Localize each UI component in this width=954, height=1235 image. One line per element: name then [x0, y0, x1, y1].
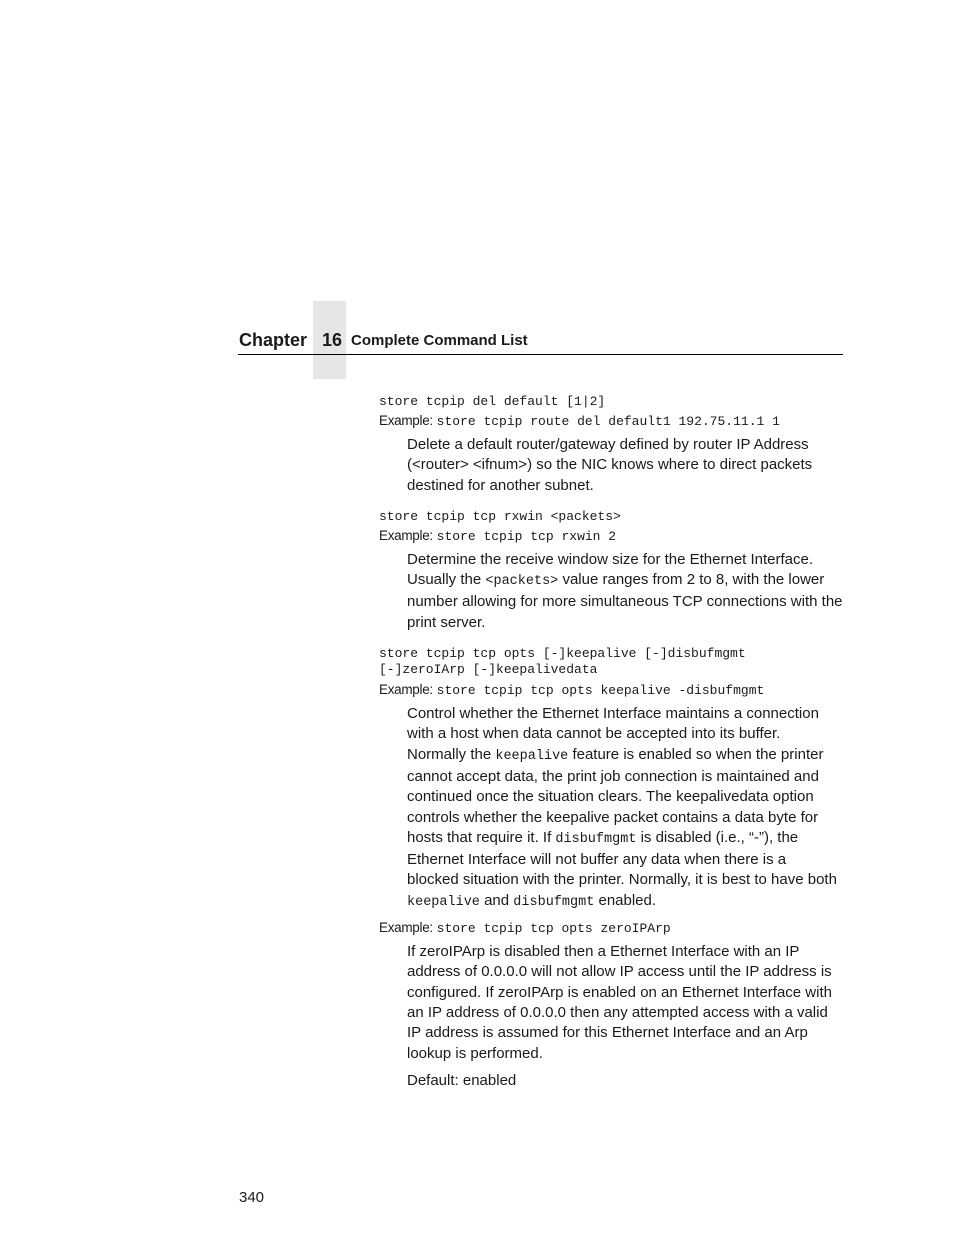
example-line — [379, 680, 849, 701]
chapter-title: Complete Command List — [351, 332, 528, 349]
command-description — [407, 704, 841, 913]
command-description: If zeroIPArp is disabled then a Ethernet Interface with an IP address of 0.0.0.0 will not allow IP access until the IP address is configured. If zeroIPArp is enabled on an Ethernet Interface with an IP address of 0.0.0.0 then any attempted access with a valid IP address is assumed for this Ethernet Interface and an Arp lookup is performed. — [407, 943, 832, 1062]
description-code: <packets> — [485, 574, 559, 590]
example-code: store tcpip tcp opts keepalive -disbufmgmt — [436, 683, 765, 699]
example-label: Example: — [379, 527, 433, 543]
command-list — [379, 394, 849, 1091]
example-label: Example: — [379, 413, 433, 428]
description-code: keepalive — [407, 894, 480, 910]
command-entry-zeroiparp — [379, 918, 849, 1091]
command-syntax: store tcpip tcp opts [-]keepalive [-]disbufmgmt — [379, 646, 746, 662]
example-line — [379, 918, 849, 939]
description-text: feature is enabled so when the printer cannot accept data, the print job connection is maintained and continued once the situation clears. The keepalivedata option controls whether the keepalive packet contains a data byte for hosts that require it. If — [407, 745, 824, 846]
command-entry-tcp-opts — [379, 646, 849, 913]
command-syntax-continued: [-]zeroIArp [-]keepalivedata — [379, 662, 598, 678]
example-line — [379, 526, 849, 547]
example-label: Example: — [379, 682, 433, 698]
command-description — [407, 550, 843, 633]
chapter-label: Chapter — [239, 330, 308, 350]
description-text: Determine the receive window size for the Ethernet Interface. Usually the — [407, 550, 814, 589]
description-code: disbufmgmt — [513, 894, 595, 910]
example-code: store tcpip tcp opts zeroIPArp — [436, 921, 671, 937]
description-text: Control whether the Ethernet Interface maintains a connection with a host when data cannot be accepted into its buffer. Normally the — [407, 705, 819, 763]
description-text: and — [479, 891, 514, 909]
chapter-number: 16 — [322, 330, 343, 350]
command-entry-rxwin — [379, 509, 849, 633]
command-entry-del-default — [379, 394, 849, 496]
description-code: keepalive — [495, 748, 569, 764]
example-code: store tcpip route del default1 192.75.11.1 1 — [436, 414, 780, 429]
command-syntax: store tcpip del default [1|2] — [379, 394, 606, 409]
header-rule — [238, 354, 843, 355]
page-number: 340 — [239, 1189, 265, 1206]
description-code: disbufmgmt — [555, 831, 637, 847]
default-value: Default: enabled — [407, 1071, 517, 1089]
command-syntax: store tcpip tcp rxwin <packets> — [379, 508, 621, 524]
description-text: enabled. — [594, 891, 657, 909]
description-text: is disabled (i.e., “-”), the Ethernet Interface will not buffer any data when there is a blocked situation with the printer. Normally, it is best to have both — [407, 828, 837, 889]
example-line — [379, 411, 849, 432]
command-description: Delete a default router/gateway defined by router IP Address (<router> <ifnum>) so the NIC knows where to direct packets destined for another subnet. — [407, 436, 813, 494]
description-text: value ranges from 2 to 8, with the lower number allowing for more simultaneous TCP connections with the print server. — [407, 571, 843, 631]
example-code: store tcpip tcp rxwin 2 — [436, 528, 617, 544]
example-label: Example: — [379, 920, 433, 936]
